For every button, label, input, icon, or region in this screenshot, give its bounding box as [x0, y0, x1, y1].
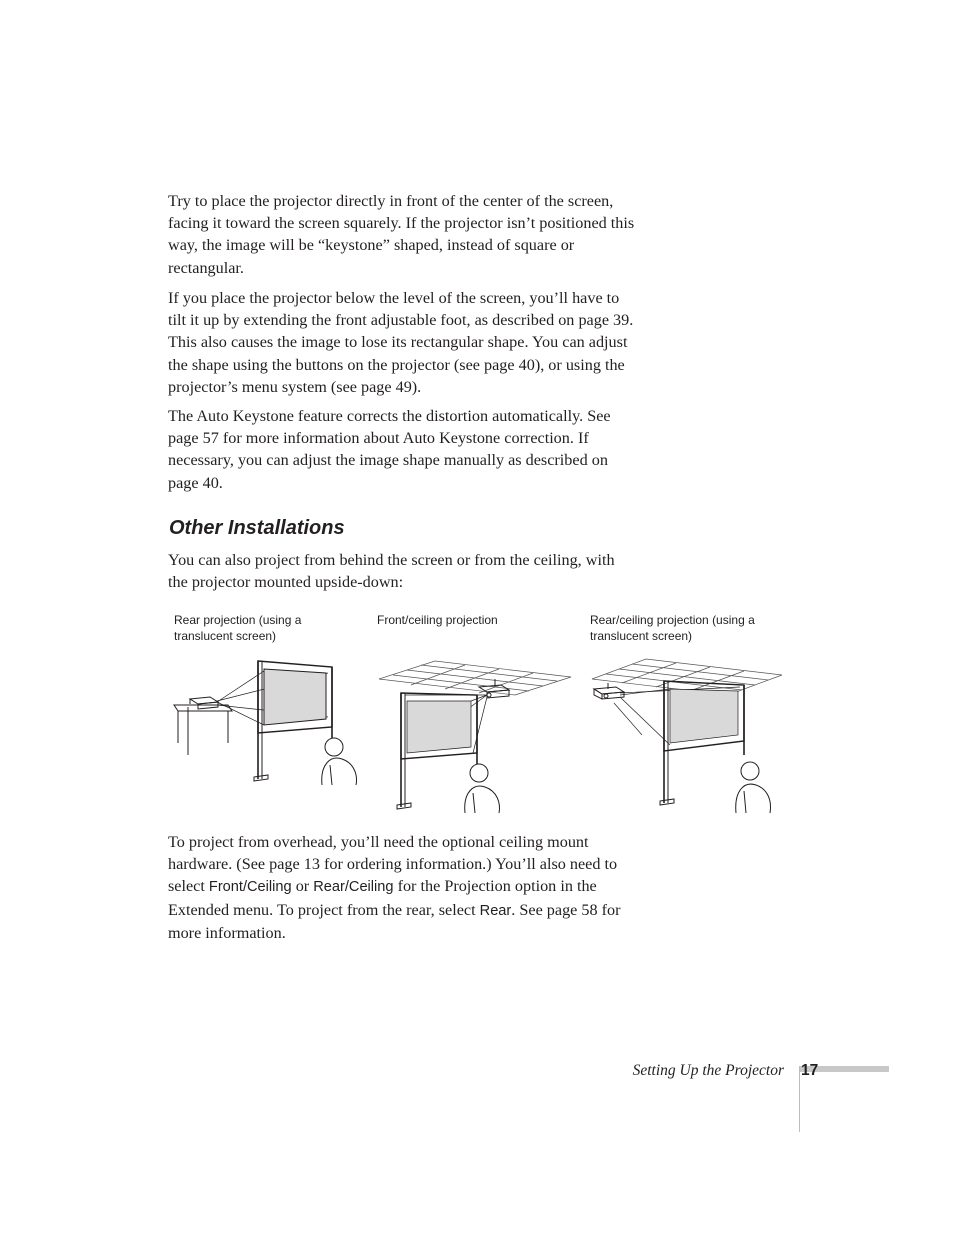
- rear-ceiling-projection-illustration: [590, 655, 785, 815]
- paragraph-overhead: [168, 831, 638, 944]
- rear-projection-illustration: [170, 655, 365, 790]
- paragraph-tilt: If you place the projector below the level of the screen, you’ll have to tilt it up by extending the front adjustable foot, as described on page 39. This also causes the image to lose its rectangular shape. You can adjust the shape using the buttons on the projector (see page 40), or using the projector’s menu system (see page 49).: [168, 289, 634, 396]
- caption-rear-ceiling: Rear/ceiling projection (using a translucent screen): [590, 613, 755, 643]
- option-front-ceiling: Front/Ceiling: [208, 879, 292, 896]
- page-number: 17: [801, 1062, 819, 1079]
- section-heading: Other Installations: [169, 517, 345, 539]
- paragraph-placement: Try to place the projector directly in front of the center of the screen, facing it toward the screen squarely. If the projector isn’t positioned this way, the image will be “keystone” shaped, instead of square or rectangular.: [168, 192, 635, 277]
- caption-rear-projection: Rear projection (using a translucent screen): [174, 613, 302, 643]
- paragraph-auto-keystone: The Auto Keystone feature corrects the distortion automatically. See page 57 for more information about Auto Keystone correction. If necessary, you can adjust the image shape manually as described on page 40.: [168, 407, 611, 492]
- closing-text-4: . See page 58 for more information.: [168, 900, 621, 942]
- closing-text-3: for the Projection option in the Extended menu. To project from the rear, select: [168, 877, 597, 919]
- option-rear-ceiling: Rear/Ceiling: [313, 879, 394, 896]
- section-intro: You can also project from behind the screen or from the ceiling, with the projector mounted upside-down:: [168, 551, 615, 592]
- running-footer-title: Setting Up the Projector: [632, 1062, 784, 1079]
- caption-front-ceiling: Front/ceiling projection: [377, 613, 498, 627]
- option-rear: Rear: [479, 902, 512, 919]
- closing-text-1: To project from overhead, you’ll need the optional ceiling mount hardware. (See page 13 for ordering information.) You’ll also need to select: [168, 833, 618, 896]
- front-ceiling-projection-illustration: [375, 655, 575, 815]
- closing-text-2: or: [291, 877, 314, 896]
- footer-rule: [799, 1066, 800, 1132]
